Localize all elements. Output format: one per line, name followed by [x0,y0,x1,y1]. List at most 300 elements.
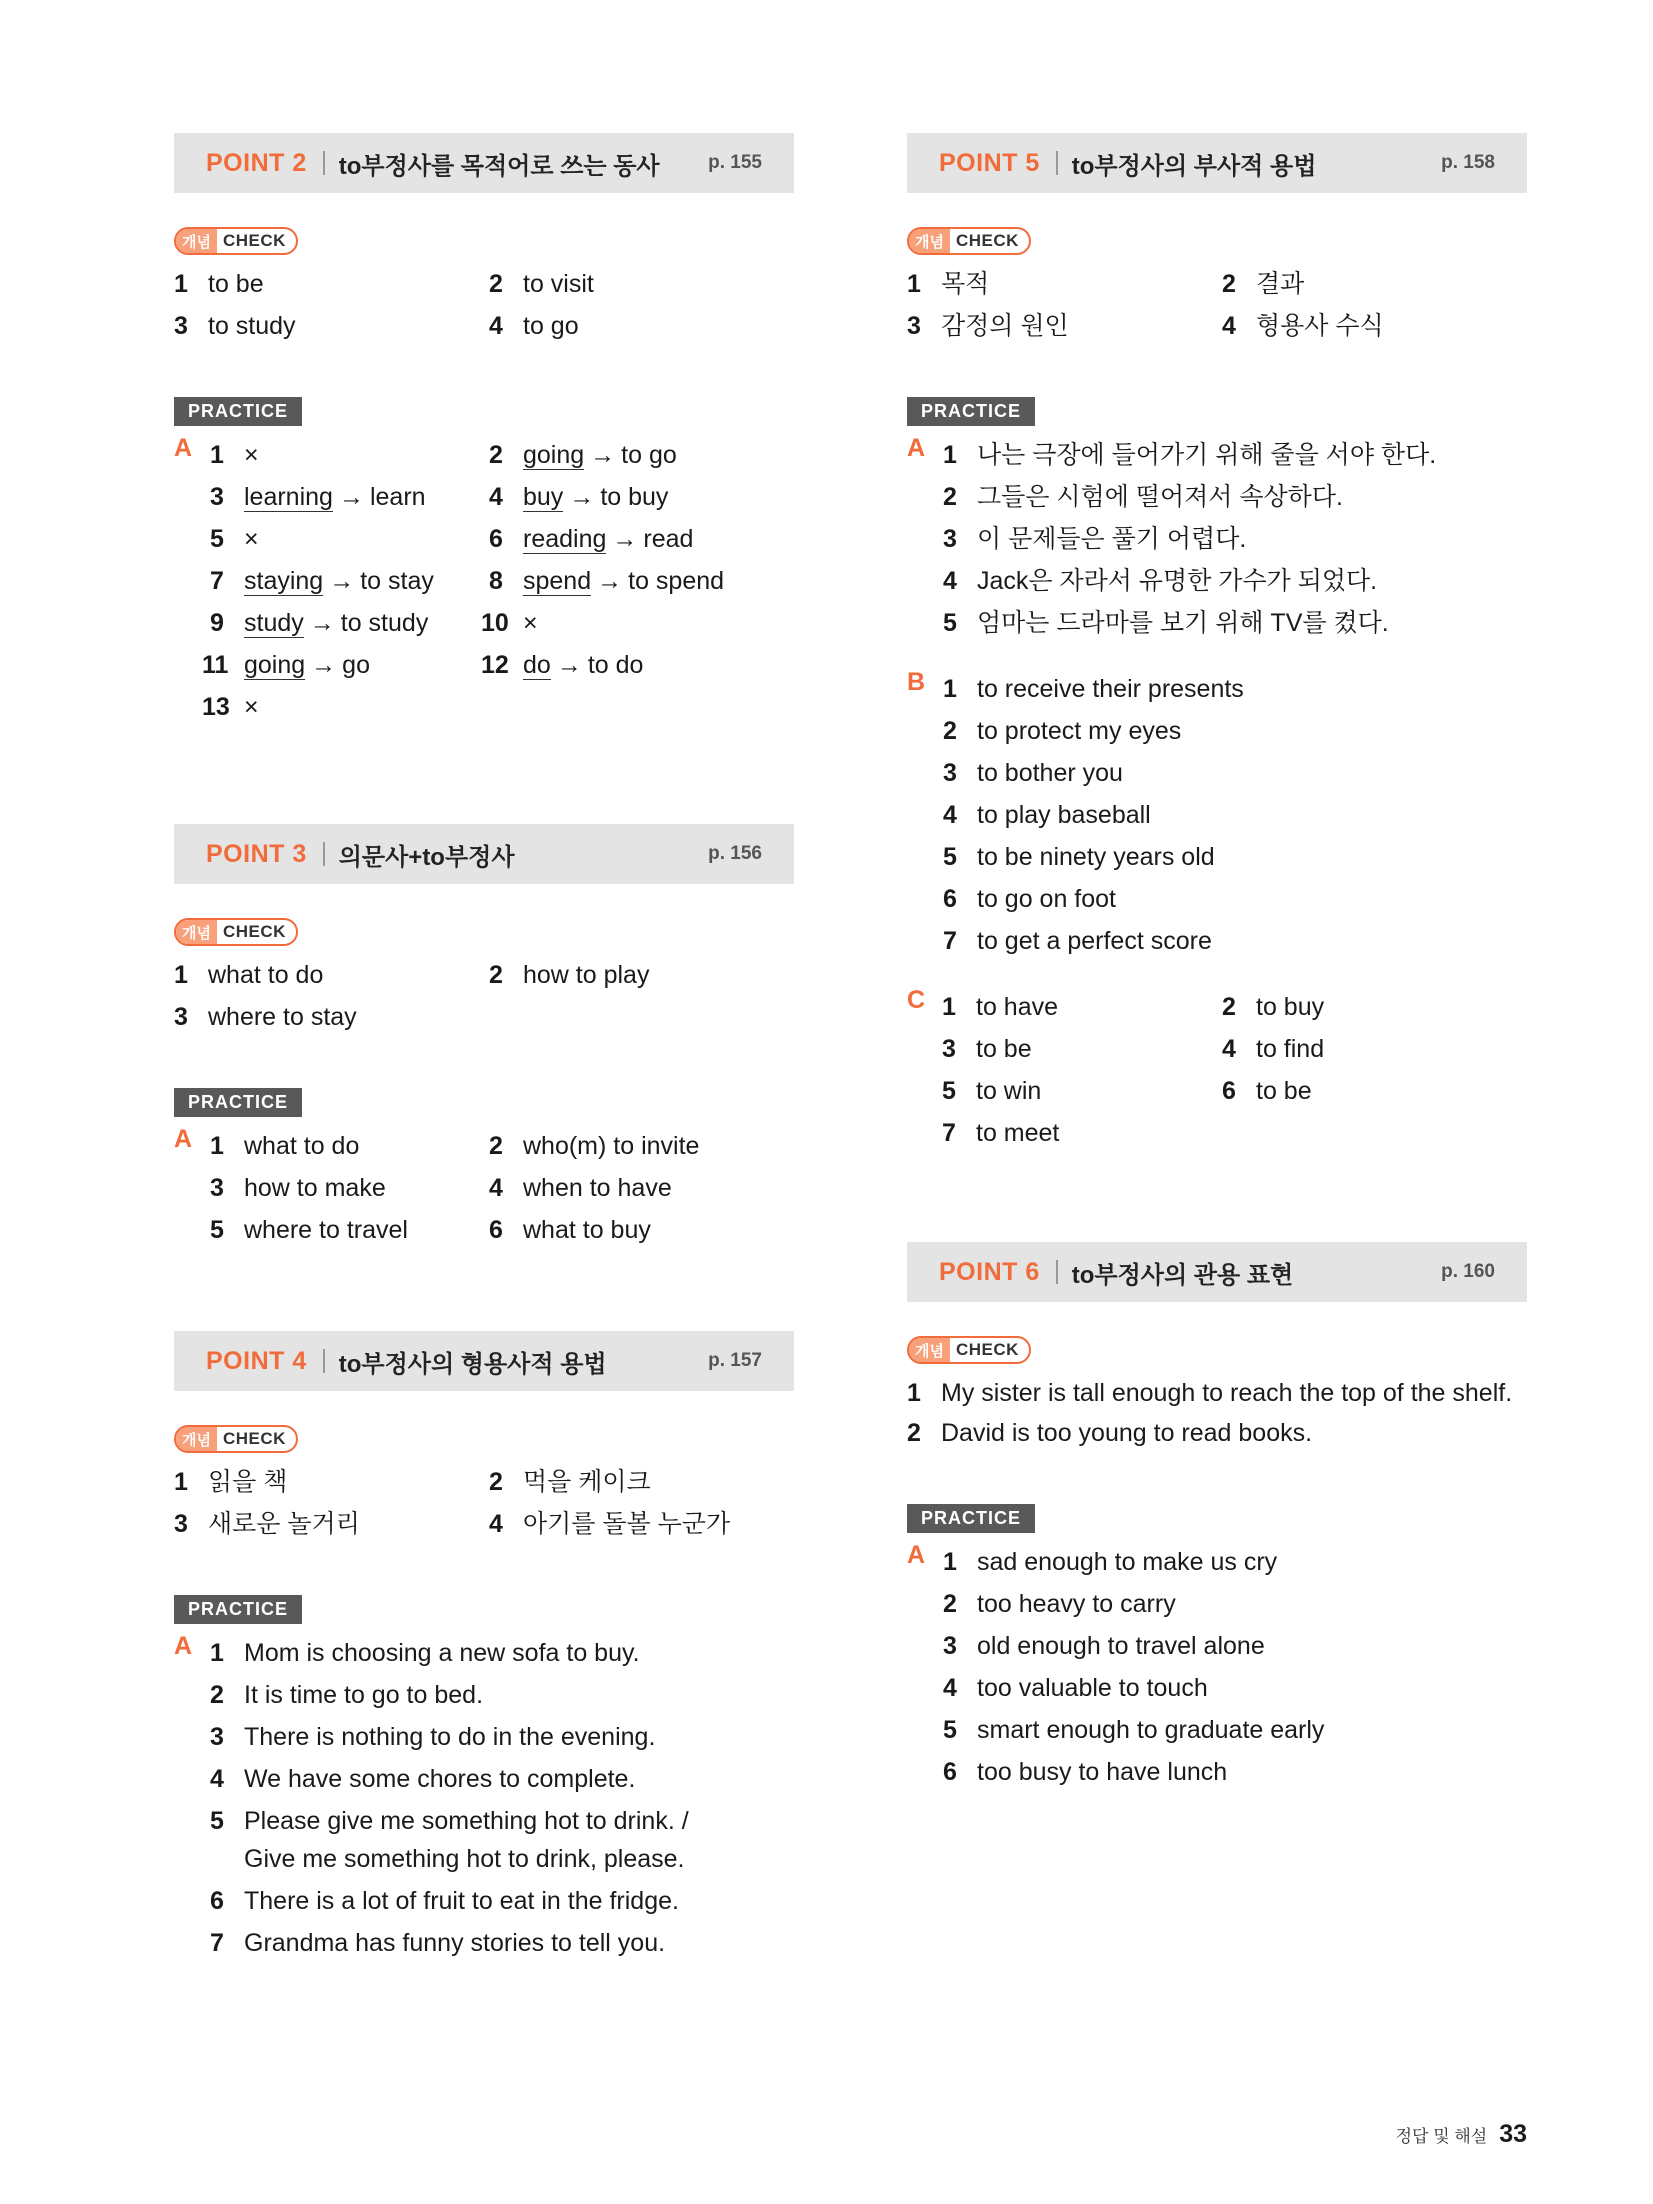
item-text: My sister is tall enough to reach the top of the shelf. [941,1379,1513,1407]
item-text: We have some chores to complete. [244,1765,636,1793]
practice-badge: PRACTICE [907,397,1035,426]
list-item [489,1125,794,1167]
item-text [523,560,794,602]
item-text: David is too young to read books. [941,1419,1313,1447]
item-number: 1 [174,961,188,989]
point5-practice-b-list [943,668,1244,962]
arrow-icon: → [556,651,582,679]
item-text: to be [976,1035,1032,1063]
practice-badge: PRACTICE [174,1088,302,1117]
list-item [210,1800,730,1880]
check-badge [907,1336,1031,1364]
item-text [523,434,794,476]
list-item [210,476,489,518]
wrong-word: buy [523,483,564,511]
item-number: 4 [210,1765,224,1793]
list-item [210,1880,730,1922]
correction: read [643,525,694,553]
list-item [1222,1028,1527,1070]
item-text: 결과 [1256,270,1305,298]
arrow-icon: → [569,483,595,511]
item-text: what to do [244,1132,360,1160]
check-badge [174,1425,298,1453]
list-item [489,1167,794,1209]
list-item [489,560,794,602]
item-number: 3 [943,525,957,553]
item-number: 1 [907,1379,921,1407]
correction: to buy [600,483,669,511]
item-number: 7 [942,1119,956,1147]
list-item [481,644,794,686]
item-text: to go [523,312,579,340]
practice-badge: PRACTICE [174,397,302,426]
list-item [489,434,794,476]
item-number: 10 [481,609,509,637]
wrong-word: staying [244,567,324,595]
item-number: 2 [489,1132,503,1160]
divider [1056,151,1058,175]
item-number: 5 [943,843,957,871]
item-text: to go on foot [977,885,1117,913]
point5-practice-b [907,668,1527,962]
item-text: sad enough to make us cry [977,1548,1278,1576]
point4-check-list [174,1461,794,1545]
list-item [481,602,794,644]
arrow-icon: → [311,651,337,679]
list-item [943,710,1244,752]
section-letter: A [174,434,193,462]
spacer [907,962,1527,986]
item-number: 6 [489,1216,503,1244]
item-text [244,602,489,644]
list-item [943,1625,1324,1667]
item-number: 1 [174,270,188,298]
item-number: 1 [210,1639,224,1667]
wrong-word: reading [523,525,607,553]
check-kr-label: 개념 [176,1427,217,1451]
list-item [943,476,1436,518]
item-number: 3 [174,1003,188,1031]
list-item [489,1461,794,1503]
list-item [943,1667,1324,1709]
wrong-word: spend [523,567,592,595]
item-text [523,476,794,518]
item-text [244,518,489,560]
list-item [942,1112,1222,1154]
point6-header [907,1242,1527,1302]
page-number: 33 [1499,2120,1527,2148]
list-item [202,686,489,728]
item-text: to be [1256,1077,1312,1105]
item-number: 13 [202,693,230,721]
item-number: 4 [943,1674,957,1702]
item-text: There is nothing to do in the evening. [244,1723,656,1751]
item-text: to buy [1256,993,1325,1021]
item-number: 3 [210,1174,224,1202]
point4-label: POINT 4 [206,1346,307,1375]
item-text: 그들은 시험에 떨어져서 속상하다. [977,483,1343,511]
arrow-icon: → [590,441,616,469]
list-item [174,996,489,1038]
item-number: 6 [1222,1077,1236,1105]
point6-title: to부정사의 관용 표현 [1071,1261,1294,1289]
list-item [174,305,489,347]
item-number: 9 [210,609,224,637]
list-item [174,1503,489,1545]
item-text: 아기를 돌볼 누군가 [523,1510,731,1538]
wrong-word: learning [244,483,333,511]
list-item [943,1751,1324,1793]
item-number: 3 [943,759,957,787]
spacer [174,1251,794,1331]
item-number: 3 [943,1632,957,1660]
point3-practice [174,1125,794,1251]
item-number: 1 [210,1132,224,1160]
point2-check-list [174,263,794,347]
item-number: 2 [210,1681,224,1709]
item-text: 형용사 수식 [1256,312,1384,340]
spacer [907,1154,1527,1242]
item-number: 5 [210,525,224,553]
item-text: to bother you [977,759,1123,787]
item-text: old enough to travel alone [977,1632,1265,1660]
item-text: 나는 극장에 들어가기 위해 줄을 서야 한다. [977,441,1437,469]
list-item [174,263,489,305]
item-text: It is time to go to bed. [244,1681,484,1709]
item-number: 5 [210,1807,224,1835]
section-letter: C [907,986,926,1014]
item-text: what to buy [523,1216,651,1244]
item-number: 7 [943,927,957,955]
item-number: 5 [943,1716,957,1744]
list-item [943,668,1244,710]
list-item [942,1070,1222,1112]
point6-practice-list [943,1541,1324,1793]
point3-page: p. 156 [708,843,762,864]
list-item [489,518,794,560]
list-item [943,1541,1324,1583]
correction: × [244,525,259,553]
section-letter: A [174,1632,193,1660]
item-text: to get a perfect score [977,927,1212,955]
section-letter: A [174,1125,193,1153]
list-item [943,794,1244,836]
list-item [943,1583,1324,1625]
item-text: Mom is choosing a new sofa to buy. [244,1639,640,1667]
point2-practice-list [202,434,794,728]
point3-check-list [174,954,794,1038]
item-number: 2 [943,717,957,745]
list-item [1222,1070,1527,1112]
item-text: where to travel [244,1216,408,1244]
correction: learn [369,483,426,511]
item-text: to be ninety years old [977,843,1215,871]
list-item [489,476,794,518]
item-text: how to make [244,1174,386,1202]
item-number: 6 [943,885,957,913]
item-number: 4 [943,567,957,595]
list-item [210,1167,489,1209]
point2-label: POINT 2 [206,148,307,177]
item-number: 2 [489,270,503,298]
item-number: 3 [174,312,188,340]
point5-practice-c [907,986,1527,1154]
arrow-icon: → [597,567,623,595]
item-number: 1 [943,441,957,469]
arrow-icon: → [329,567,355,595]
list-item [942,986,1222,1028]
item-number: 4 [489,312,503,340]
list-item [943,434,1436,476]
item-text: Jack은 자라서 유명한 가수가 되었다. [977,567,1378,595]
divider [323,842,325,866]
check-label: CHECK [222,231,286,250]
item-number: 1 [210,441,224,469]
list-item [943,836,1244,878]
item-number: 4 [489,1510,503,1538]
item-text: to have [976,993,1059,1021]
divider [323,1349,325,1373]
point4-title: to부정사의 형용사적 용법 [338,1350,607,1378]
item-number: 7 [210,1929,224,1957]
item-number: 6 [943,1758,957,1786]
item-number: 3 [907,312,921,340]
list-item [489,1503,794,1545]
point5-label: POINT 5 [939,148,1040,177]
item-number: 6 [210,1887,224,1915]
correction: to spend [628,567,725,595]
item-text: to protect my eyes [977,717,1182,745]
point2-header [174,133,794,193]
list-item [943,920,1244,962]
item-text [244,434,489,476]
item-number: 5 [943,609,957,637]
arrow-icon: → [338,483,364,511]
point5-check-list [907,263,1527,347]
check-kr-label: 개념 [909,229,950,253]
arrow-icon: → [309,609,335,637]
item-number: 7 [210,567,224,595]
item-number: 2 [907,1419,921,1447]
point3-title: 의문사+to부정사 [338,843,515,871]
section-letter: A [907,434,926,462]
item-number: 4 [943,801,957,829]
item-number: 6 [489,525,503,553]
wrong-word: study [244,609,304,637]
list-item [210,434,489,476]
item-text [244,560,489,602]
correction: to study [340,609,429,637]
item-text: to play baseball [977,801,1151,829]
item-number: 2 [943,1590,957,1618]
check-badge [174,227,298,255]
item-number: 1 [943,675,957,703]
check-label: CHECK [222,1429,286,1448]
item-text: who(m) to invite [523,1132,700,1160]
correction: × [244,693,259,721]
item-number: 11 [202,651,229,679]
section-letter: B [907,668,926,696]
list-item [943,560,1436,602]
list-item [943,518,1436,560]
list-item [489,1209,794,1251]
item-text: Grandma has funny stories to tell you. [244,1929,666,1957]
item-number: 4 [1222,1035,1236,1063]
list-item [210,560,489,602]
list-item [943,752,1244,794]
item-text: Please give me something hot to drink. / Give me something hot to drink, please. [244,1807,689,1873]
wrong-word: going [244,651,306,679]
list-item [489,263,794,305]
item-text: too valuable to touch [977,1674,1208,1702]
item-text: 새로운 놀거리 [208,1510,360,1538]
list-item [210,518,489,560]
item-text: 먹을 케이크 [523,1468,651,1496]
item-number: 4 [1222,312,1236,340]
list-item [943,602,1436,644]
correction: × [244,441,259,469]
list-item [210,602,489,644]
divider [1056,1260,1058,1284]
item-number: 1 [942,993,956,1021]
check-label: CHECK [955,1340,1019,1359]
correction: go [342,651,370,679]
item-number: 3 [942,1035,956,1063]
list-item [489,954,794,996]
item-text [523,518,794,560]
point3-label: POINT 3 [206,839,307,868]
point4-practice-list [210,1632,730,1964]
list-item [942,1028,1222,1070]
point6-practice [907,1541,1527,1793]
page-footer [1396,2120,1527,2149]
item-number: 3 [210,1723,224,1751]
section-letter: A [907,1541,926,1569]
point4-header [174,1331,794,1391]
point2-page: p. 155 [708,152,762,173]
left-column [174,133,794,1964]
check-badge [907,227,1031,255]
item-number: 2 [1222,993,1236,1021]
list-item [1222,986,1527,1028]
list-item [210,1674,730,1716]
point5-practice-c-list [942,986,1527,1154]
item-number: 1 [174,1468,188,1496]
list-item [210,1922,730,1964]
list-item [174,1461,489,1503]
item-number: 2 [489,441,503,469]
list-item [202,644,489,686]
point5-title: to부정사의 부사적 용법 [1071,152,1317,180]
check-kr-label: 개념 [176,920,217,944]
correction: to do [587,651,644,679]
list-item [210,1632,730,1674]
item-text: what to do [208,961,324,989]
point5-page: p. 158 [1441,152,1495,173]
list-item [210,1758,730,1800]
divider [323,151,325,175]
list-item [1222,263,1527,305]
point5-header [907,133,1527,193]
list-item [210,1209,489,1251]
point5-practice-a-list [943,434,1436,644]
item-text: to visit [523,270,594,298]
list-item [907,1372,1527,1412]
practice-badge: PRACTICE [907,1504,1035,1533]
item-number: 5 [210,1216,224,1244]
list-item [907,305,1222,347]
item-text: where to stay [208,1003,357,1031]
item-number: 3 [174,1510,188,1538]
item-text: when to have [523,1174,672,1202]
check-kr-label: 개념 [909,1338,950,1362]
list-item [210,1125,489,1167]
check-badge [174,918,298,946]
item-text [523,602,794,644]
practice-badge: PRACTICE [174,1595,302,1624]
point3-header [174,824,794,884]
item-text: smart enough to graduate early [977,1716,1325,1744]
item-text: 이 문제들은 풀기 어렵다. [977,525,1247,553]
item-number: 1 [943,1548,957,1576]
item-text [244,686,489,728]
list-item [943,1709,1324,1751]
point6-label: POINT 6 [939,1257,1040,1286]
list-item [943,878,1244,920]
item-text: 엄마는 드라마를 보기 위해 TV를 켰다. [977,609,1389,637]
point3-practice-list [210,1125,794,1251]
arrow-icon: → [612,525,638,553]
item-text: too heavy to carry [977,1590,1176,1618]
point2-title: to부정사를 목적어로 쓰는 동사 [338,152,660,180]
item-text: to find [1256,1035,1325,1063]
item-text: too busy to have lunch [977,1758,1228,1786]
item-text: to study [208,312,296,340]
point2-practice [174,434,794,728]
check-kr-label: 개념 [176,229,217,253]
item-text: 목적 [941,270,990,298]
item-number: 1 [907,270,921,298]
item-text: 감정의 원인 [941,312,1069,340]
item-number: 2 [489,961,503,989]
list-item [907,263,1222,305]
item-number: 3 [210,483,224,511]
item-number: 2 [489,1468,503,1496]
spacer [174,728,794,824]
item-text: 읽을 책 [208,1468,288,1496]
item-number: 2 [943,483,957,511]
item-text: There is a lot of fruit to eat in the fridge. [244,1887,679,1915]
correction: × [523,609,538,637]
list-item [210,1716,730,1758]
point6-page: p. 160 [1441,1261,1495,1282]
correction: to stay [360,567,434,595]
point6-check-list [907,1372,1527,1454]
point4-practice [174,1632,794,1964]
item-number: 4 [489,483,503,511]
right-column [907,133,1527,1793]
item-number: 12 [481,651,509,679]
list-item [907,1412,1527,1454]
item-text: to meet [976,1119,1060,1147]
list-item [174,954,489,996]
point5-practice-a [907,434,1527,644]
correction: to go [621,441,677,469]
item-text [523,644,794,686]
item-number: 5 [942,1077,956,1105]
item-number: 4 [489,1174,503,1202]
list-item [1222,305,1527,347]
